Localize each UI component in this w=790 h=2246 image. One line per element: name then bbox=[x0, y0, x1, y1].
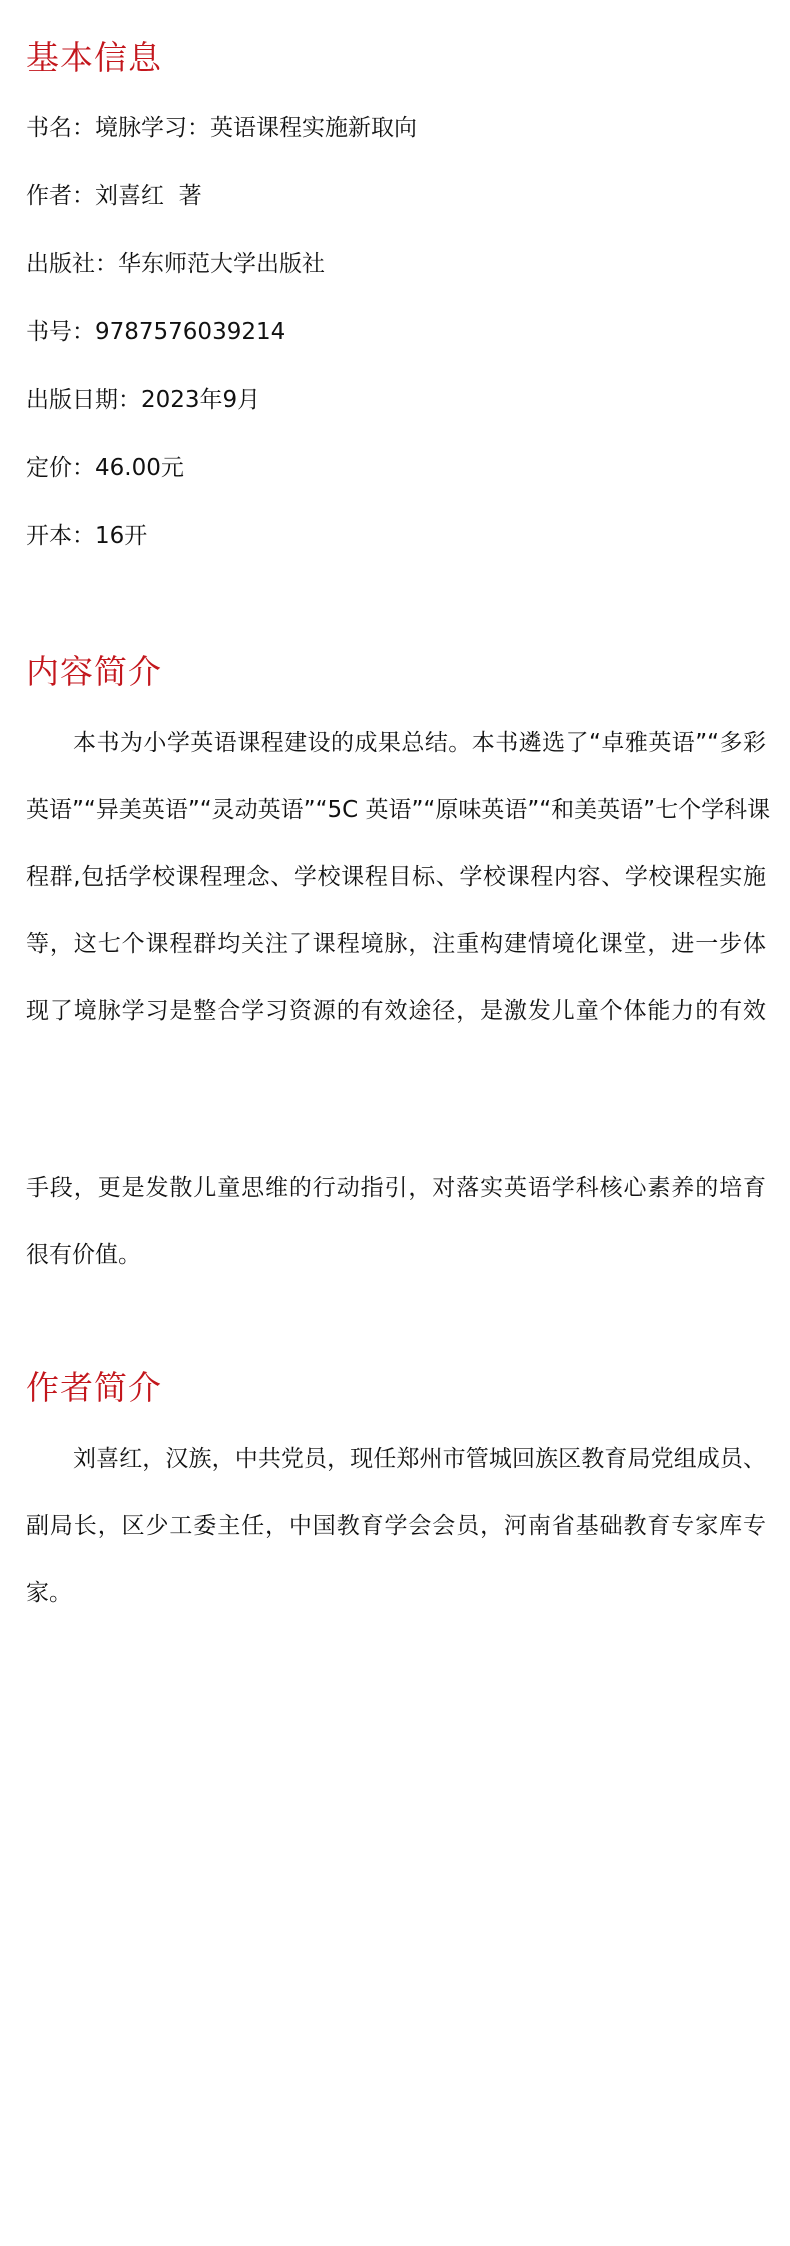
author-line: 家。 bbox=[26, 1580, 72, 1606]
info-row-publish-date bbox=[26, 385, 260, 415]
info-row-price bbox=[26, 453, 184, 483]
info-label: 开本： bbox=[26, 523, 95, 549]
info-label: 书号： bbox=[26, 319, 95, 345]
summary-line: 英语”“异美英语”“灵动英语”“5C 英语”“原味英语”“和美英语”七个学科课 bbox=[26, 797, 771, 823]
author-heading: 作者简介 bbox=[26, 1368, 162, 1407]
author-line: 副局长，区少工委主任，中国教育学会会员，河南省基础教育专家库专 bbox=[26, 1513, 766, 1539]
info-value: 16开 bbox=[95, 523, 148, 549]
summary-line: 程群,包括学校课程理念、学校课程目标、学校课程内容、学校课程实施 bbox=[26, 864, 766, 890]
info-value: 华东师范大学出版社 bbox=[118, 251, 325, 277]
info-label: 作者： bbox=[26, 183, 95, 209]
info-label: 出版日期： bbox=[26, 387, 141, 413]
summary-line: 等，这七个课程群均关注了课程境脉，注重构建情境化课堂，进一步体 bbox=[26, 931, 766, 957]
info-value: 46.00元 bbox=[95, 455, 184, 481]
info-value: 9787576039214 bbox=[95, 319, 286, 345]
summary-line: 手段，更是发散儿童思维的行动指引，对落实英语学科核心素养的培育 bbox=[26, 1175, 766, 1201]
info-row-format bbox=[26, 521, 147, 551]
info-row-book-title bbox=[26, 113, 417, 143]
info-label: 定价： bbox=[26, 455, 95, 481]
summary-line: 现了境脉学习是整合学习资源的有效途径，是激发儿童个体能力的有效 bbox=[26, 998, 766, 1024]
author-line: 刘喜红，汉族，中共党员，现任郑州市管城回族区教育局党组成员、 bbox=[73, 1446, 766, 1472]
summary-line: 很有价值。 bbox=[26, 1242, 141, 1268]
info-label: 出版社： bbox=[26, 251, 118, 277]
info-row-isbn bbox=[26, 317, 285, 347]
basic-info-heading: 基本信息 bbox=[26, 38, 162, 77]
info-value: 2023年9月 bbox=[141, 387, 261, 413]
info-value: 刘喜红 著 bbox=[95, 183, 202, 209]
info-label: 书名： bbox=[26, 115, 95, 141]
info-row-author bbox=[26, 181, 202, 211]
summary-line: 本书为小学英语课程建设的成果总结。本书遴选了“卓雅英语”“多彩 bbox=[73, 730, 766, 756]
info-row-publisher bbox=[26, 249, 325, 279]
info-value: 境脉学习：英语课程实施新取向 bbox=[95, 115, 417, 141]
summary-heading: 内容简介 bbox=[26, 652, 162, 691]
